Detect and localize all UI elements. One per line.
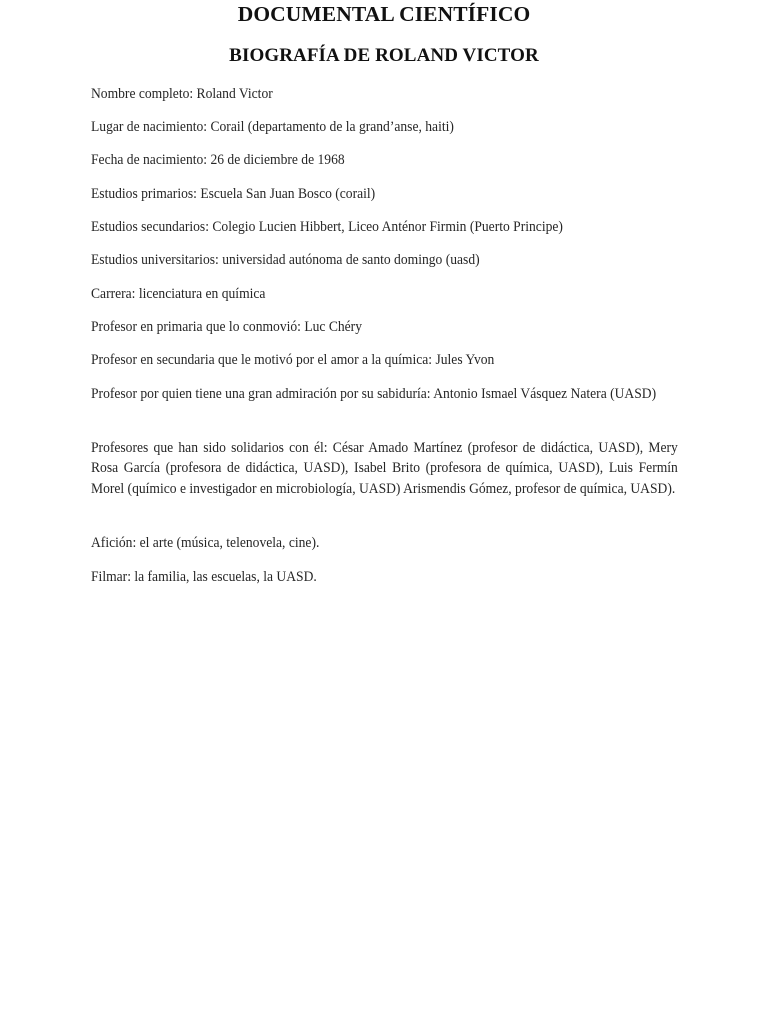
field-estudios-primarios: Estudios primarios: Escuela San Juan Bosco (corail) — [91, 186, 376, 202]
document-subtitle: BIOGRAFÍA DE ROLAND VICTOR — [229, 45, 539, 66]
field-filmar: Filmar: la familia, las escuelas, la UASD. — [91, 569, 317, 585]
field-estudios-universitarios: Estudios universitarios: universidad autónoma de santo domingo (uasd) — [91, 252, 480, 268]
field-aficion: Afición: el arte (música, telenovela, cine). — [91, 535, 320, 551]
field-lugar-nacimiento: Lugar de nacimiento: Corail (departamento de la grand’anse, haiti) — [91, 119, 454, 135]
field-profesor-admiracion: Profesor por quien tiene una gran admiración por su sabiduría: Antonio Ismael Vásquez Natera (UASD) — [91, 386, 657, 402]
field-fecha-nacimiento: Fecha de nacimiento: 26 de diciembre de 1968 — [91, 152, 345, 168]
field-profesor-secundaria: Profesor en secundaria que le motivó por el amor a la química: Jules Yvon — [91, 352, 495, 368]
field-estudios-secundarios: Estudios secundarios: Colegio Lucien Hibbert, Liceo Anténor Firmin (Puerto Principe) — [91, 219, 563, 235]
field-profesor-primaria: Profesor en primaria que lo conmovió: Luc Chéry — [91, 319, 362, 335]
field-carrera: Carrera: licenciatura en química — [91, 286, 266, 302]
document-title: DOCUMENTAL CIENTÍFICO — [237, 2, 531, 26]
field-profesores-solidarios: Profesores que han sido solidarios con él: César Amado Martínez (profesor de didáctica, UASD), Mery Rosa García (profesora de didáctica, UASD), Isabel Brito (profesora de química, UASD), Luis Fermín Morel (químico e investigador en microbiología, UASD) Arismendis Gómez, profesor de química, UASD). — [91, 440, 678, 497]
field-nombre-completo: Nombre completo: Roland Victor — [91, 86, 273, 102]
